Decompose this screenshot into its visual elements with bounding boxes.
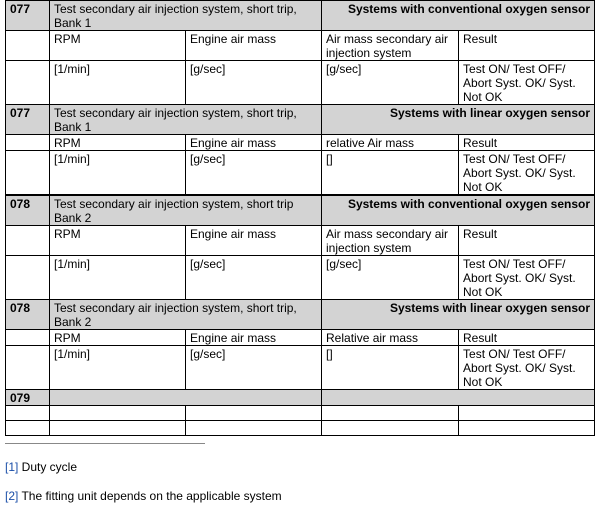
header-engine-air-mass: Engine air mass — [186, 226, 322, 256]
group-title: Test secondary air injection system, short trip Bank 2 — [50, 195, 322, 226]
unit-engine-air-mass: [g/sec] — [186, 151, 322, 196]
column-header-row — [6, 330, 595, 346]
footnote-2 — [5, 489, 282, 503]
header-third-value: Air mass secondary air injection system — [322, 31, 459, 61]
header-result: Result — [459, 31, 595, 61]
group-number: 078 — [6, 195, 50, 226]
empty-row — [6, 421, 595, 436]
unit-rpm: [1/min] — [50, 256, 186, 300]
group-header-row — [6, 1, 595, 31]
footnote-text-1: Duty cycle — [18, 460, 78, 474]
unit-result: Test ON/ Test OFF/ Abort Syst. OK/ Syst. Not OK — [459, 151, 595, 196]
header-engine-air-mass: Engine air mass — [186, 330, 322, 346]
group-header-row — [6, 195, 595, 226]
footnote-divider — [5, 443, 205, 444]
unit-third-value: [g/sec] — [322, 256, 459, 300]
group-header-row — [6, 300, 595, 330]
system-type: Systems with conventional oxygen sensor — [322, 1, 595, 31]
header-rpm: RPM — [50, 31, 186, 61]
footnote-link-2[interactable]: [2] — [5, 489, 19, 503]
unit-third-value: [g/sec] — [322, 61, 459, 105]
unit-row — [6, 61, 595, 105]
header-engine-air-mass: Engine air mass — [186, 135, 322, 151]
unit-rpm: [1/min] — [50, 61, 186, 105]
unit-result: Test ON/ Test OFF/ Abort Syst. OK/ Syst. Not OK — [459, 346, 595, 390]
header-engine-air-mass: Engine air mass — [186, 31, 322, 61]
footnote-link-1[interactable]: [1] — [5, 460, 19, 474]
unit-engine-air-mass: [g/sec] — [186, 256, 322, 300]
system-type: Systems with linear oxygen sensor — [322, 105, 595, 135]
group-title: Test secondary air injection system, short trip, Bank 1 — [50, 1, 322, 31]
header-result: Result — [459, 330, 595, 346]
header-third-value: relative Air mass — [322, 135, 459, 151]
unit-result: Test ON/ Test OFF/ Abort Syst. OK/ Syst. Not OK — [459, 61, 595, 105]
system-type: Systems with conventional oxygen sensor — [322, 195, 595, 226]
group-number: 078 — [6, 300, 50, 330]
group-title: Test secondary air injection system, short trip, Bank 1 — [50, 105, 322, 135]
unit-rpm: [1/min] — [50, 346, 186, 390]
group-number: 079 — [6, 390, 50, 406]
footnote-1 — [5, 460, 77, 474]
measuring-block-table — [5, 0, 595, 436]
header-rpm: RPM — [50, 330, 186, 346]
unit-row — [6, 346, 595, 390]
unit-result: Test ON/ Test OFF/ Abort Syst. OK/ Syst. Not OK — [459, 256, 595, 300]
unit-third-value: [] — [322, 346, 459, 390]
unit-third-value: [] — [322, 151, 459, 196]
group-number: 077 — [6, 1, 50, 31]
group-header-row — [6, 105, 595, 135]
group-header-row — [6, 390, 595, 406]
header-result: Result — [459, 135, 595, 151]
group-number: 077 — [6, 105, 50, 135]
unit-row — [6, 151, 595, 196]
header-rpm: RPM — [50, 135, 186, 151]
system-type: Systems with linear oxygen sensor — [322, 300, 595, 330]
header-third-value: Relative air mass — [322, 330, 459, 346]
group-title: Test secondary air injection system, short trip, Bank 2 — [50, 300, 322, 330]
column-header-row — [6, 226, 595, 256]
column-header-row — [6, 135, 595, 151]
column-header-row — [6, 31, 595, 61]
unit-engine-air-mass: [g/sec] — [186, 61, 322, 105]
unit-row — [6, 256, 595, 300]
header-result: Result — [459, 226, 595, 256]
header-rpm: RPM — [50, 226, 186, 256]
empty-row — [6, 406, 595, 421]
unit-rpm: [1/min] — [50, 151, 186, 196]
unit-engine-air-mass: [g/sec] — [186, 346, 322, 390]
header-third-value: Air mass secondary air injection system — [322, 226, 459, 256]
footnote-text-2: The fitting unit depends on the applicable system — [18, 489, 282, 503]
